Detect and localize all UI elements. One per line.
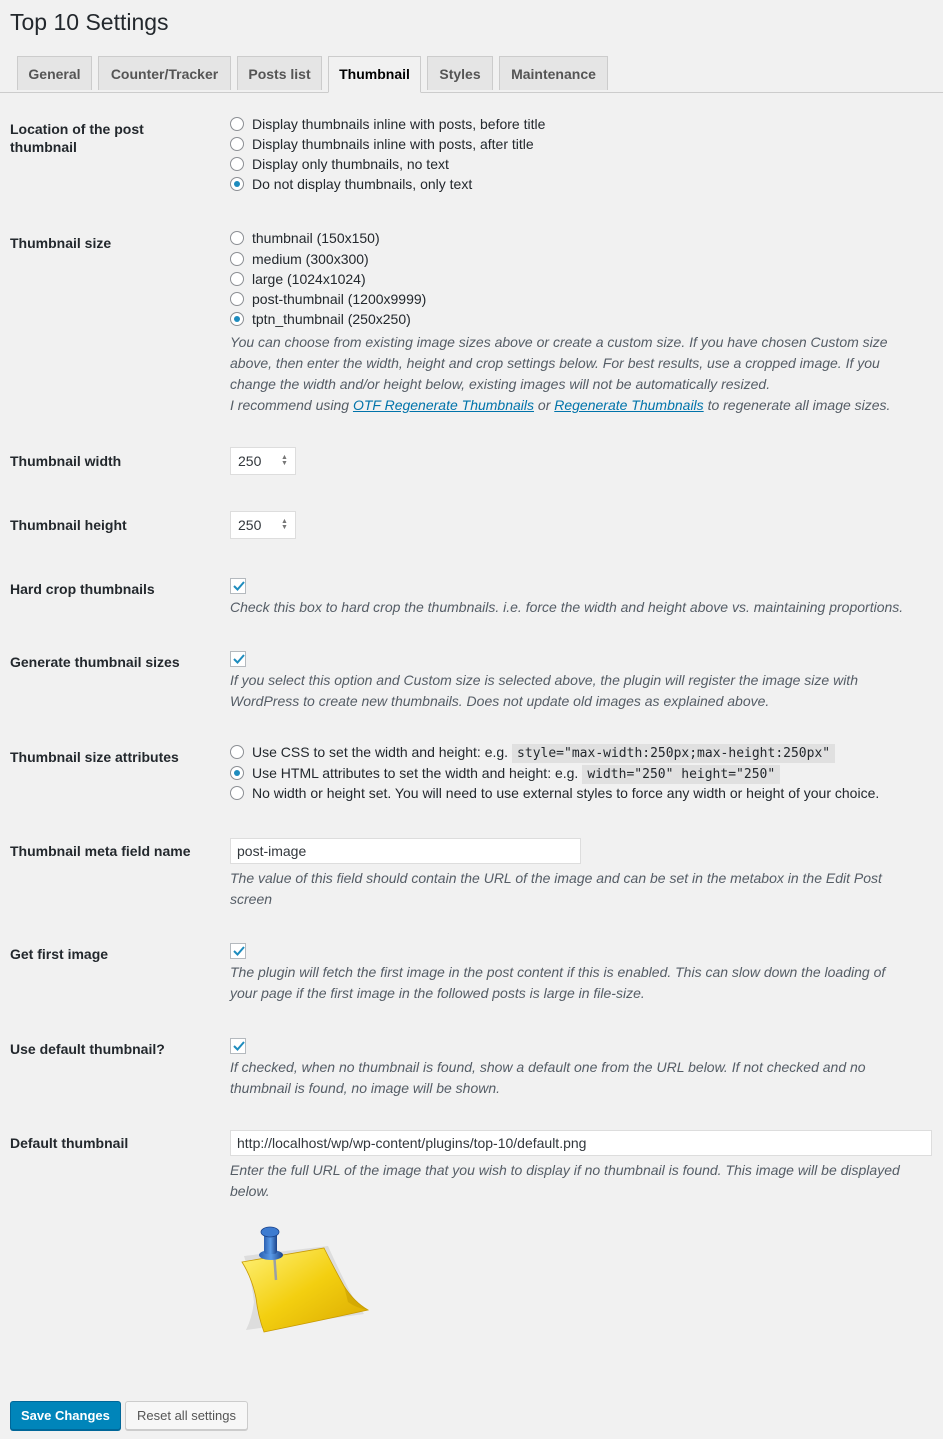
hard-crop-label: Hard crop thumbnails [10,581,155,597]
default-thumbnail-image [236,1222,376,1342]
location-option-after-title[interactable] [230,134,534,154]
radio-button-selected[interactable] [230,177,244,191]
option-label: Display thumbnails inline with posts, before title [252,116,546,132]
desc-line: screen [230,891,273,907]
save-changes-button[interactable]: Save Changes [10,1401,121,1430]
settings-tabs [0,56,943,93]
location-label: Location of the post thumbnail [10,121,144,155]
code-example: style="max-width:250px;max-height:250px" [512,744,835,763]
attributes-option-none[interactable] [230,783,879,803]
radio-button-selected[interactable] [230,766,244,780]
checkmark-icon [232,1039,246,1053]
tab-maintenance[interactable]: Maintenance [499,56,608,90]
attributes-label: Thumbnail size attributes [10,749,179,765]
desc-line: below. [230,1183,270,1199]
desc-line: thumbnail is found, no image will be shown. [230,1080,501,1096]
attributes-option-html[interactable] [230,763,780,783]
use-default-description [230,1057,866,1099]
width-input[interactable] [230,447,296,475]
desc-line: The plugin will fetch the first image in the post content if this is enabled. This can slow down the loading of [230,964,886,980]
checkmark-icon [232,944,246,958]
first-image-description [230,962,885,1004]
radio-button[interactable] [230,252,244,266]
radio-button[interactable] [230,157,244,171]
checkmark-icon [232,579,246,593]
tab-styles[interactable]: Styles [427,56,493,90]
height-input[interactable] [230,511,296,539]
desc-line: You can choose from existing image sizes above or create a custom size. If you have chosen Custom size [230,334,888,350]
desc-line: above, then enter the width, height and crop settings below. For best results, use a cropped image. If you [230,355,880,371]
width-label: Thumbnail width [10,453,122,469]
option-label: Use CSS to set the width and height: e.g. [252,744,509,760]
reset-settings-button[interactable]: Reset all settings [125,1401,248,1430]
option-label: Do not display thumbnails, only text [252,176,473,192]
tab-posts-list[interactable]: Posts list [237,56,322,90]
desc-tail: to regenerate all image sizes. [707,397,891,413]
option-label: tptn_thumbnail (250x250) [252,311,411,327]
option-label: large (1024x1024) [252,271,366,287]
tab-general[interactable]: General [17,56,92,90]
radio-button[interactable] [230,292,244,306]
generate-label: Generate thumbnail sizes [10,654,180,670]
size-option-large[interactable] [230,269,366,289]
first-image-label: Get first image [10,946,109,962]
meta-field-label: Thumbnail meta field name [10,843,191,859]
attributes-option-css[interactable] [230,742,835,762]
option-label: thumbnail (150x150) [252,230,380,246]
or-text: or [537,397,551,413]
default-thumb-description [230,1160,900,1202]
radio-button[interactable] [230,137,244,151]
size-option-medium[interactable] [230,249,369,269]
radio-button[interactable] [230,745,244,759]
radio-button[interactable] [230,231,244,245]
regenerate-link[interactable]: Regenerate Thumbnails [554,397,704,413]
recommend-text: I recommend using [230,397,350,413]
width-value: 250 [238,453,262,469]
first-image-checkbox[interactable] [230,943,246,959]
option-label: Display thumbnails inline with posts, after title [252,136,534,152]
hard-crop-description: Check this box to hard crop the thumbnails. i.e. force the width and height above vs. maintaining proportions. [230,599,904,615]
tab-counter-tracker[interactable]: Counter/Tracker [98,56,231,90]
tab-thumbnail[interactable]: Thumbnail [328,56,421,93]
height-value: 250 [238,517,262,533]
otf-regenerate-link[interactable]: OTF Regenerate Thumbnails [352,397,535,413]
desc-line: your page if the first image in the followed posts is large in file-size. [230,985,645,1001]
location-option-before-title[interactable] [230,114,545,134]
size-description [230,332,890,416]
code-example: width="250" height="250" [582,765,780,784]
desc-line: change the width and/or height below, existing images will not be automatically resized. [230,376,771,392]
size-option-tptn-thumbnail[interactable] [230,309,411,329]
size-option-thumbnail[interactable] [230,228,380,248]
desc-line: The value of this field should contain the URL of the image and can be set in the metabox in the Edit Post [230,870,882,886]
radio-button-selected[interactable] [230,312,244,326]
height-label: Thumbnail height [10,517,127,533]
meta-field-input[interactable]: post-image [230,838,581,864]
radio-button[interactable] [230,272,244,286]
option-label: medium (300x300) [252,251,369,267]
hard-crop-checkbox[interactable] [230,578,246,594]
spinner-icon[interactable]: ▲ ▼ [281,518,288,531]
size-option-post-thumbnail[interactable] [230,289,426,309]
radio-button[interactable] [230,786,244,800]
option-label: post-thumbnail (1200x9999) [252,291,427,307]
option-label: No width or height set. You will need to use external styles to force any width or height of your choice. [252,785,880,801]
location-option-only-text[interactable] [230,174,472,194]
default-thumb-label: Default thumbnail [10,1135,129,1151]
size-label: Thumbnail size [10,235,112,251]
generate-checkbox[interactable] [230,651,246,667]
desc-line: If checked, when no thumbnail is found, show a default one from the URL below. If not checked and no [230,1059,866,1075]
meta-field-description [230,868,882,910]
use-default-label: Use default thumbnail? [10,1041,165,1057]
location-option-only-thumbnails[interactable] [230,154,449,174]
use-default-checkbox[interactable] [230,1038,246,1054]
option-label: Use HTML attributes to set the width and height: e.g. [252,765,579,781]
radio-button[interactable] [230,117,244,131]
desc-line: WordPress to create new thumbnails. Does not update old images as explained above. [230,693,770,709]
default-thumb-input[interactable]: http://localhost/wp/wp-content/plugins/top-10/default.png [230,1130,932,1156]
desc-line: If you select this option and Custom size is selected above, the plugin will register the image size with [230,672,858,688]
desc-line: Enter the full URL of the image that you wish to display if no thumbnail is found. This image will be displayed [230,1162,900,1178]
checkmark-icon [232,652,246,666]
page-title: Top 10 Settings [10,9,169,35]
generate-description [230,670,858,712]
option-label: Display only thumbnails, no text [252,156,449,172]
spinner-icon[interactable]: ▲ ▼ [281,454,288,467]
desc-line [230,395,890,416]
